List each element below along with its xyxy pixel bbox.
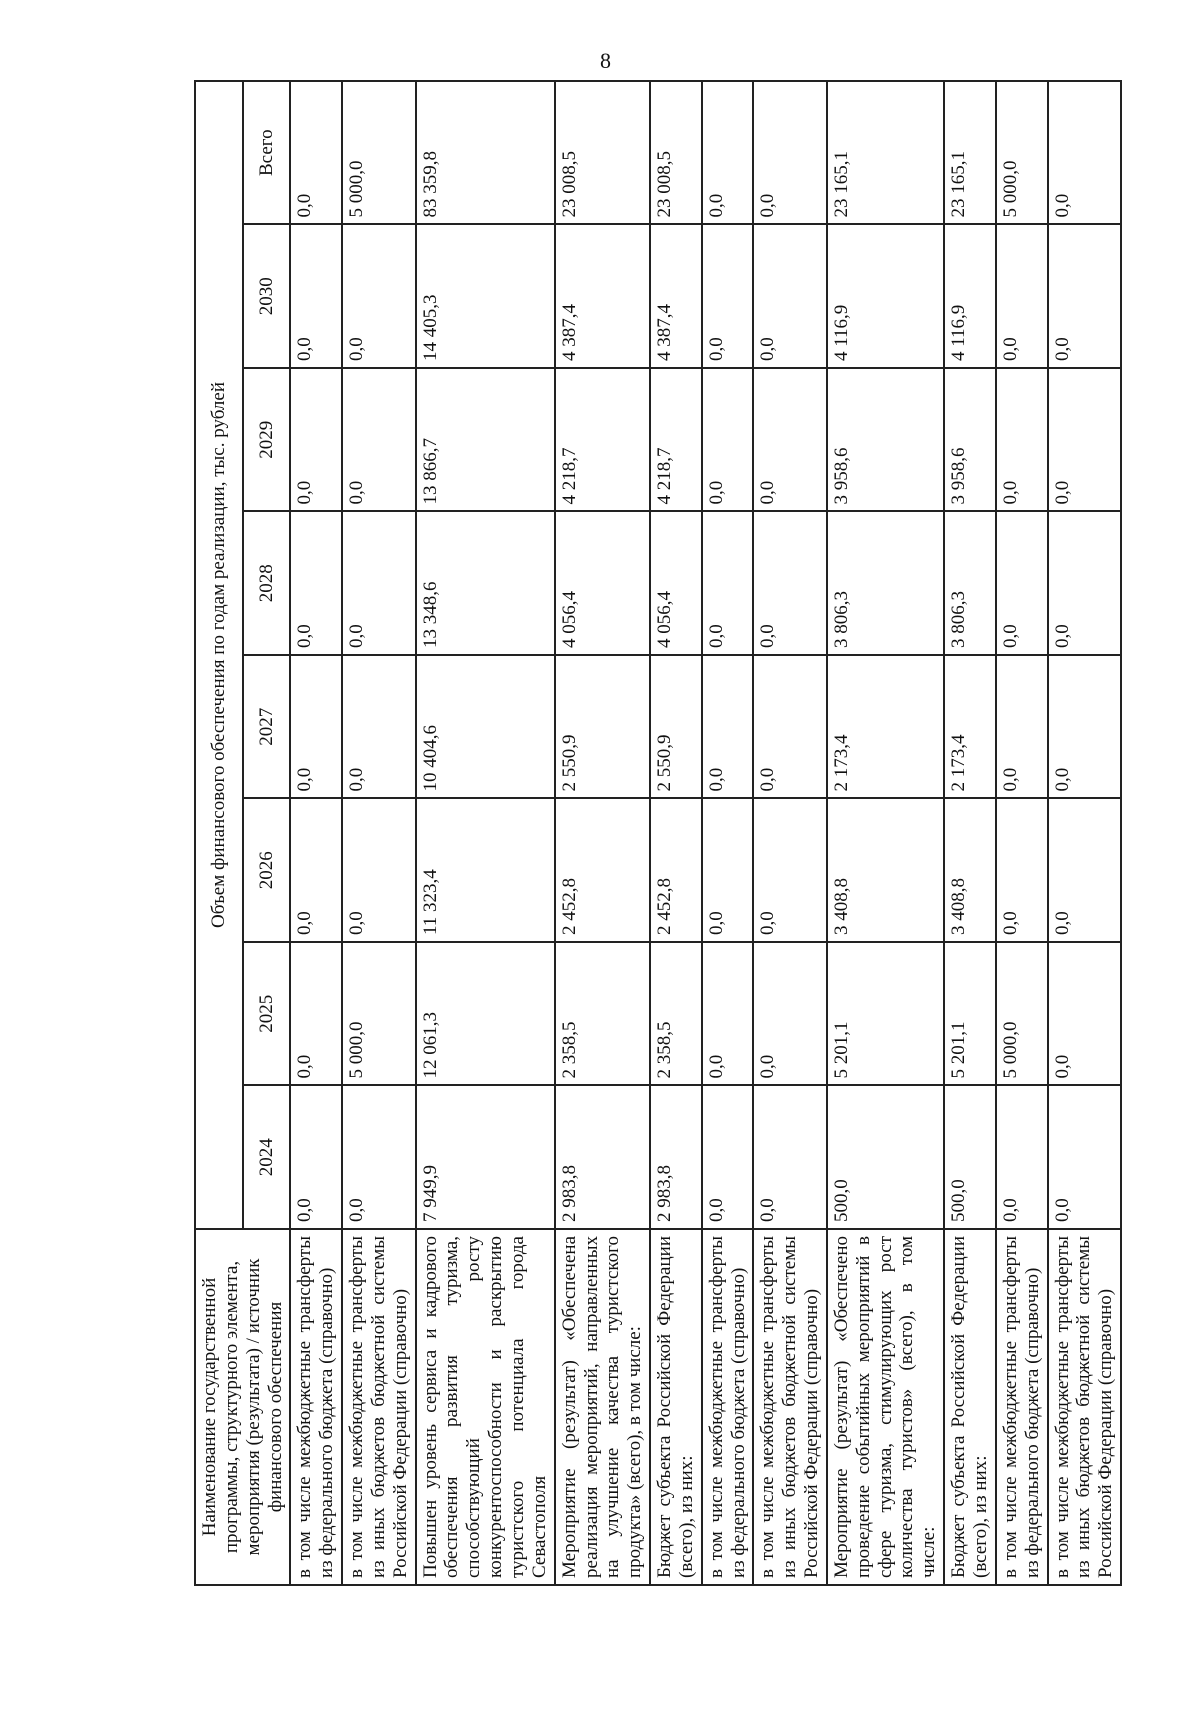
row-value-cell: 4 218,7 <box>555 368 650 512</box>
year-header: 2028 <box>243 512 291 656</box>
rotated-table-container <box>194 82 1117 1586</box>
row-name-cell: в том числе межбюджетные трансферты из федерального бюджета (справочно) <box>702 1229 754 1585</box>
row-value-cell: 3 408,8 <box>944 799 996 943</box>
name-column-header: Наименование государственной программы, структурного элемента, мероприятия (результата) / источник финансового обеспечения <box>195 1229 290 1585</box>
table-row <box>944 81 996 1585</box>
row-value-cell: 5 000,0 <box>342 942 416 1086</box>
row-value-cell: 0,0 <box>753 368 827 512</box>
table-row <box>290 81 342 1585</box>
row-value-cell: 2 358,5 <box>555 942 650 1086</box>
row-value-cell: 13 866,7 <box>416 368 555 512</box>
funding-title-header: Объем финансового обеспечения по годам реализации, тыс. рублей <box>195 81 243 1229</box>
row-value-cell: 0,0 <box>342 655 416 799</box>
financing-table <box>194 80 1122 1586</box>
row-total-cell: 0,0 <box>1048 81 1122 225</box>
row-value-cell: 3 958,6 <box>944 368 996 512</box>
row-name-cell: Бюджет субъекта Российской Федерации (всего), из них: <box>944 1229 996 1585</box>
row-value-cell: 3 806,3 <box>944 512 996 656</box>
row-value-cell: 0,0 <box>702 655 754 799</box>
row-value-cell: 0,0 <box>702 942 754 1086</box>
row-value-cell: 0,0 <box>290 1086 342 1230</box>
row-total-cell: 5 000,0 <box>342 81 416 225</box>
row-value-cell: 0,0 <box>342 368 416 512</box>
year-header: 2024 <box>243 1086 291 1230</box>
total-header: Всего <box>243 81 291 225</box>
row-total-cell: 0,0 <box>702 81 754 225</box>
row-value-cell: 0,0 <box>290 655 342 799</box>
row-name-cell: Бюджет субъекта Российской Федерации (всего), из них: <box>650 1229 702 1585</box>
row-value-cell: 4 116,9 <box>827 225 944 369</box>
row-value-cell: 4 056,4 <box>650 512 702 656</box>
row-value-cell: 13 348,6 <box>416 512 555 656</box>
year-header: 2030 <box>243 225 291 369</box>
row-name-cell: в том числе межбюджетные трансферты из иных бюджетов бюджетной системы Российской Федерации (справочно) <box>342 1229 416 1585</box>
row-value-cell: 0,0 <box>342 799 416 943</box>
row-value-cell: 0,0 <box>753 1086 827 1230</box>
row-name-cell: Мероприятие (результат) «Обеспечено проведение событийных мероприятий в сфере туризма, стимулирующих рост количества туристов» (всего), в том числе: <box>827 1229 944 1585</box>
row-value-cell: 0,0 <box>1048 942 1122 1086</box>
row-name-cell: Повышен уровень сервиса и кадрового обеспечения развития туризма, способствующий росту конкурентоспособности и раскрытию туристского потенциала города Севастополя <box>416 1229 555 1585</box>
row-value-cell: 0,0 <box>1048 368 1122 512</box>
row-total-cell: 0,0 <box>290 81 342 225</box>
row-value-cell: 0,0 <box>290 942 342 1086</box>
row-total-cell: 23 008,5 <box>650 81 702 225</box>
row-value-cell: 0,0 <box>996 512 1048 656</box>
table-row <box>555 81 650 1585</box>
row-value-cell: 14 405,3 <box>416 225 555 369</box>
row-value-cell: 0,0 <box>290 368 342 512</box>
row-value-cell: 2 173,4 <box>944 655 996 799</box>
row-value-cell: 2 983,8 <box>650 1086 702 1230</box>
row-value-cell: 3 958,6 <box>827 368 944 512</box>
row-value-cell: 0,0 <box>996 225 1048 369</box>
row-value-cell: 0,0 <box>753 799 827 943</box>
row-value-cell: 0,0 <box>996 655 1048 799</box>
row-value-cell: 3 806,3 <box>827 512 944 656</box>
table-body <box>290 81 1121 1585</box>
row-value-cell: 2 550,9 <box>555 655 650 799</box>
row-value-cell: 0,0 <box>702 368 754 512</box>
row-value-cell: 0,0 <box>702 799 754 943</box>
row-value-cell: 2 452,8 <box>650 799 702 943</box>
row-value-cell: 4 387,4 <box>555 225 650 369</box>
row-value-cell: 0,0 <box>1048 1086 1122 1230</box>
row-name-cell: Мероприятие (результат) «Обеспечена реализация мероприятий, направленных на улучшение качества туристского продукта» (всего), в том числе: <box>555 1229 650 1585</box>
row-value-cell: 0,0 <box>753 512 827 656</box>
table-row <box>342 81 416 1585</box>
table-row <box>416 81 555 1585</box>
table-row <box>996 81 1048 1585</box>
row-value-cell: 0,0 <box>342 1086 416 1230</box>
row-value-cell: 500,0 <box>944 1086 996 1230</box>
row-value-cell: 2 983,8 <box>555 1086 650 1230</box>
row-name-cell: в том числе межбюджетные трансферты из федерального бюджета (справочно) <box>996 1229 1048 1585</box>
row-value-cell: 5 201,1 <box>827 942 944 1086</box>
row-value-cell: 10 404,6 <box>416 655 555 799</box>
row-value-cell: 0,0 <box>702 225 754 369</box>
table-row <box>753 81 827 1585</box>
year-header: 2026 <box>243 799 291 943</box>
year-header: 2029 <box>243 368 291 512</box>
row-value-cell: 5 201,1 <box>944 942 996 1086</box>
rotated-table-frame <box>194 82 1117 1586</box>
row-value-cell: 4 056,4 <box>555 512 650 656</box>
year-header: 2027 <box>243 655 291 799</box>
row-value-cell: 0,0 <box>702 1086 754 1230</box>
table-row <box>702 81 754 1585</box>
row-value-cell: 7 949,9 <box>416 1086 555 1230</box>
row-value-cell: 2 452,8 <box>555 799 650 943</box>
row-value-cell: 0,0 <box>290 799 342 943</box>
row-name-cell: в том числе межбюджетные трансферты из федерального бюджета (справочно) <box>290 1229 342 1585</box>
row-value-cell: 11 323,4 <box>416 799 555 943</box>
row-value-cell: 4 387,4 <box>650 225 702 369</box>
row-value-cell: 12 061,3 <box>416 942 555 1086</box>
row-value-cell: 4 116,9 <box>944 225 996 369</box>
table-row <box>1048 81 1122 1585</box>
row-total-cell: 23 008,5 <box>555 81 650 225</box>
row-total-cell: 23 165,1 <box>827 81 944 225</box>
row-value-cell: 500,0 <box>827 1086 944 1230</box>
row-total-cell: 5 000,0 <box>996 81 1048 225</box>
row-value-cell: 0,0 <box>1048 512 1122 656</box>
row-value-cell: 3 408,8 <box>827 799 944 943</box>
row-value-cell: 0,0 <box>342 225 416 369</box>
row-value-cell: 2 173,4 <box>827 655 944 799</box>
row-total-cell: 83 359,8 <box>416 81 555 225</box>
row-value-cell: 0,0 <box>290 225 342 369</box>
row-value-cell: 4 218,7 <box>650 368 702 512</box>
page-number: 8 <box>600 48 611 73</box>
table-row <box>827 81 944 1585</box>
row-value-cell: 2 550,9 <box>650 655 702 799</box>
table-row <box>650 81 702 1585</box>
header-row-main <box>195 81 243 1585</box>
row-value-cell: 0,0 <box>342 512 416 656</box>
row-value-cell: 0,0 <box>753 225 827 369</box>
row-value-cell: 0,0 <box>290 512 342 656</box>
row-value-cell: 2 358,5 <box>650 942 702 1086</box>
row-value-cell: 0,0 <box>753 655 827 799</box>
row-value-cell: 5 000,0 <box>996 942 1048 1086</box>
row-value-cell: 0,0 <box>996 368 1048 512</box>
row-total-cell: 23 165,1 <box>944 81 996 225</box>
row-value-cell: 0,0 <box>1048 655 1122 799</box>
row-value-cell: 0,0 <box>1048 225 1122 369</box>
row-total-cell: 0,0 <box>753 81 827 225</box>
row-value-cell: 0,0 <box>753 942 827 1086</box>
row-name-cell: в том числе межбюджетные трансферты из иных бюджетов бюджетной системы Российской Федерации (справочно) <box>753 1229 827 1585</box>
row-name-cell: в том числе межбюджетные трансферты из иных бюджетов бюджетной системы Российской Федерации (справочно) <box>1048 1229 1122 1585</box>
row-value-cell: 0,0 <box>1048 799 1122 943</box>
row-value-cell: 0,0 <box>996 799 1048 943</box>
row-value-cell: 0,0 <box>702 512 754 656</box>
year-header: 2025 <box>243 942 291 1086</box>
row-value-cell: 0,0 <box>996 1086 1048 1230</box>
